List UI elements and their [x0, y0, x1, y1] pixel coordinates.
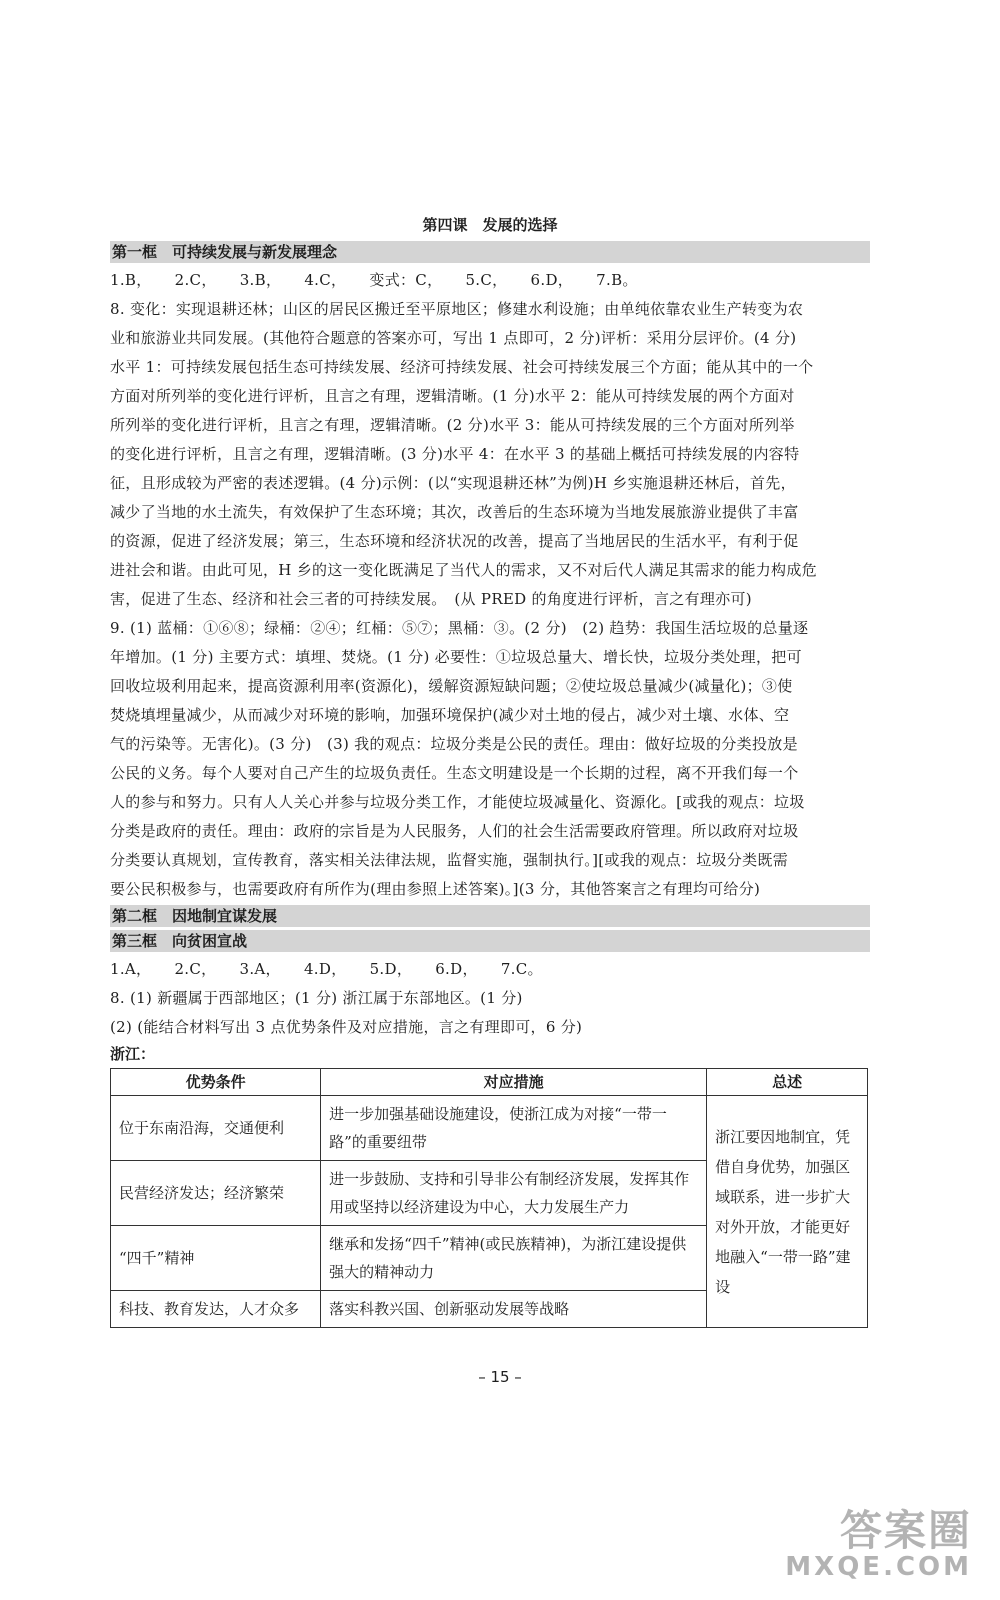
answer-item: 5.C，: [465, 271, 508, 289]
zhejiang-table: [110, 1068, 868, 1328]
cell-measure: 进一步鼓励、支持和引导非公有制经济发展，发挥其作用或坚持以经济建设为中心，大力发展生产力: [321, 1161, 707, 1226]
text-line: 要公民积极参与，也需要政府有所作为(理由参照上述答案)。](3 分，其他答案言之有理均可给分): [110, 880, 761, 898]
text-line: 业和旅游业共同发展。(其他符合题意的答案亦可，写出 1 点即可，2 分)评析：采用分层评价。(4 分): [110, 329, 797, 347]
text-line: 的变化进行评析，且言之有理，逻辑清晰。(3 分)水平 4：在水平 3 的基础上概括可持续发展的内容特: [110, 445, 800, 463]
answer-item: 7.B。: [596, 271, 638, 289]
cell-condition: 民营经济发达；经济繁荣: [111, 1161, 321, 1226]
lesson-title: 第四课 发展的选择: [422, 216, 558, 234]
answer-item: 3.B，: [239, 271, 282, 289]
answer-item: 6.D，: [435, 960, 478, 978]
section-heading-1: 第一框 可持续发展与新发展理念: [110, 241, 870, 263]
answer-page: [110, 210, 870, 1328]
section1-question-8: [110, 295, 870, 614]
answer-item: 2.C，: [174, 271, 217, 289]
answer-item: 5.D，: [369, 960, 413, 978]
answer-item: 2.C，: [174, 960, 217, 978]
answer-item: 1.B，: [110, 271, 152, 289]
table-header-row: [111, 1069, 868, 1096]
text-line: 焚烧填埋量减少，从而减少对环境的影响，加强环境保护(减少对土地的侵占，减少对土壤、水体、空: [110, 706, 790, 724]
answer-item: 变式：C，: [369, 271, 443, 289]
watermark-domain: MXQE.COM: [785, 1552, 972, 1582]
cell-measure: 落实科教兴国、创新驱动发展等战略: [321, 1291, 707, 1328]
text-line: 分类是政府的责任。理由：政府的宗旨是为人民服务，人们的社会生活需要政府管理。所以政府对垃圾: [110, 822, 799, 840]
text-line: 人的参与和努力。只有人人关心并参与垃圾分类工作，才能使垃圾减量化、资源化。[或我的观点：垃圾: [110, 793, 805, 811]
cell-condition: “四千”精神: [111, 1226, 321, 1291]
text-line: 进社会和谐。由此可见，H 乡的这一变化既满足了当代人的需求，又不对后代人满足其需求的能力构成危: [110, 561, 817, 579]
watermark-logo-text: 答案圈: [839, 1506, 972, 1555]
answer-item: 4.D，: [303, 960, 347, 978]
answer-item: 1.A，: [110, 960, 152, 978]
header-measure: 对应措施: [321, 1069, 707, 1096]
text-line: 分类要认真规划，宣传教育，落实相关法律法规，监督实施，强制执行。][或我的观点：垃圾分类既需: [110, 851, 789, 869]
header-condition: 优势条件: [111, 1069, 321, 1096]
section1-choice-answers: [110, 266, 870, 295]
section3-q8-part2: (2) (能结合材料写出 3 点优势条件及对应措施，言之有理即可，6 分): [110, 1018, 583, 1036]
text-line: 水平 1：可持续发展包括生态可持续发展、经济可持续发展、社会可持续发展三个方面；能从其中的一个: [110, 358, 814, 376]
text-line: 年增加。(1 分) 主要方式：填埋、焚烧。(1 分) 必要性：①垃圾总量大、增长快，垃圾分类处理，把可: [110, 648, 802, 666]
header-summary: 总述: [707, 1069, 868, 1096]
cell-condition: 位于东南沿海，交通便利: [111, 1096, 321, 1161]
answer-item: 7.C。: [500, 960, 543, 978]
text-line: 减少了当地的水土流失，有效保护了生态环境；其次，改善后的生态环境为当地发展旅游业提供了丰富: [110, 503, 799, 521]
cell-condition: 科技、教育发达，人才众多: [111, 1291, 321, 1328]
answer-item: 6.D，: [530, 271, 574, 289]
text-line: 气的污染等。无害化)。(3 分) (3) 我的观点：垃圾分类是公民的责任。理由：做好垃圾的分类投放是: [110, 735, 798, 753]
text-line: 回收垃圾利用起来，提高资源利用率(资源化)，缓解资源短缺问题；②使垃圾总量减少(减量化)；③使: [110, 677, 793, 695]
text-line: 方面对所列举的变化进行评析，且言之有理，逻辑清晰。(1 分)水平 2：能从可持续发展的两个方面对: [110, 387, 795, 405]
page-number: – 15 –: [478, 1368, 522, 1386]
section3-q8-part1: 8. (1) 新疆属于西部地区；(1 分) 浙江属于东部地区。(1 分): [110, 989, 523, 1007]
cell-summary: 浙江要因地制宜，凭借自身优势，加强区域联系，进一步扩大对外开放，才能更好地融入“一带一路”建设: [707, 1096, 868, 1328]
zhejiang-label: 浙江：: [110, 1045, 156, 1063]
section-heading-3: 第三框 向贫困宣战: [110, 930, 870, 952]
section3-choice-answers: [110, 955, 870, 984]
cell-measure: 继承和发扬“四千”精神(或民族精神)，为浙江建设提供强大的精神动力: [321, 1226, 707, 1291]
cell-measure: 进一步加强基础设施建设，使浙江成为对接“一带一路”的重要纽带: [321, 1096, 707, 1161]
text-line: 9. (1) 蓝桶：①⑥⑧；绿桶：②④；红桶：⑤⑦；黑桶：③。(2 分) (2) 趋势：我国生活垃圾的总量逐: [110, 619, 809, 637]
section-heading-2: 第二框 因地制宜谋发展: [110, 905, 870, 927]
text-line: 征，且形成较为严密的表述逻辑。(4 分)示例：(以“实现退耕还林”为例)H 乡实施退耕还林后，首先，: [110, 474, 796, 492]
answer-item: 4.C，: [304, 271, 347, 289]
section1-question-9: [110, 614, 870, 904]
text-line: 8. 变化：实现退耕还林；山区的居民区搬迁至平原地区；修建水利设施；由单纯依靠农业生产转变为农: [110, 300, 804, 318]
text-line: 的资源，促进了经济发展；第三，生态环境和经济状况的改善，提高了当地居民的生活水平，有利于促: [110, 532, 799, 550]
text-line: 公民的义务。每个人要对自己产生的垃圾负责任。生态文明建设是一个长期的过程，离不开我们每一个: [110, 764, 799, 782]
table-row: [111, 1096, 868, 1161]
text-line: 所列举的变化进行评析，且言之有理，逻辑清晰。(2 分)水平 3：能从可持续发展的三个方面对所列举: [110, 416, 795, 434]
site-watermark: [785, 1498, 972, 1582]
answer-item: 3.A，: [239, 960, 281, 978]
text-line: 害，促进了生态、经济和社会三者的可持续发展。 (从 PRED 的角度进行评析，言之有理亦可): [110, 590, 752, 608]
